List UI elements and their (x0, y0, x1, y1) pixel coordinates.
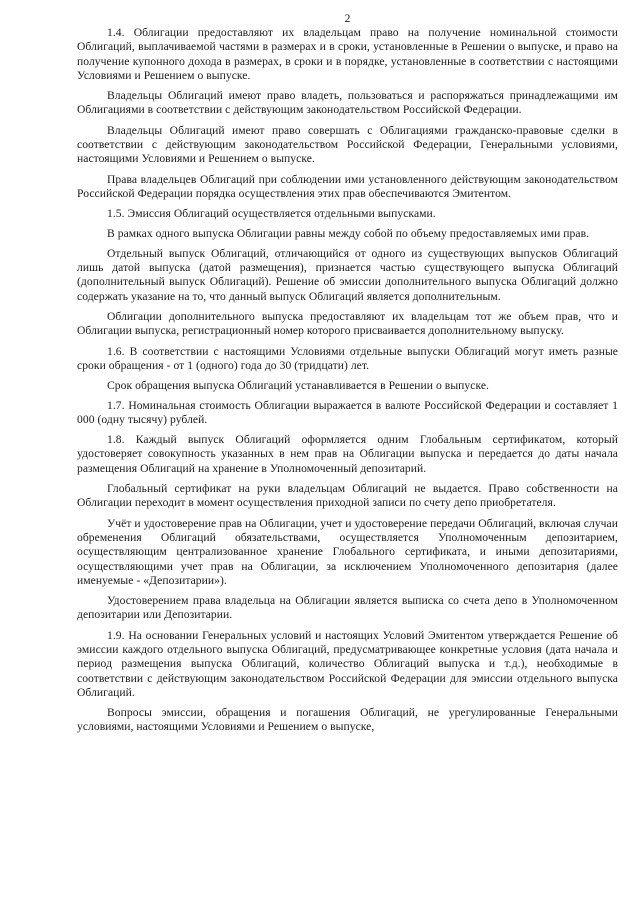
paragraph-1-6: 1.6. В соответствии с настоящими Условиями отдельные выпуски Облигаций могут иметь разные сроки обращения - от 1 (одного) года до 30 (тридцати) лет. (77, 344, 618, 372)
paragraph-1-7: 1.7. Номинальная стоимость Облигации выражается в валюте Российской Федерации и составляет 1 000 (одну тысячу) рублей. (77, 398, 618, 426)
paragraph-1-8: 1.8. Каждый выпуск Облигаций оформляется одним Глобальным сертификатом, который удостоверяет совокупность указанных в нем прав на Облигации выпуска и передается до даты начала размещения Облигаций на хранение в Уполномоченный депозитарий. (77, 433, 618, 475)
page-number: 2 (344, 13, 351, 25)
paragraph-owners-transactions: Владельцы Облигаций имеют право совершать с Облигациями гражданско-правовые сделки в соответствии с действующим законодательством Российской Федерации, Генеральными условиями, настоящими Условиями и Решением о выпуске. (77, 123, 618, 166)
paragraph-equal-rights: В рамках одного выпуска Облигации равны между собой по объему предоставляемых ими прав. (107, 226, 590, 240)
paragraph-owners-rights: Владельцы Облигаций имеют право владеть, пользоваться и распоряжаться принадлежащими им Облигациями в соответствии с действующим законодательством Российской Федерации. (77, 89, 618, 117)
paragraph-additional-rights: Облигации дополнительного выпуска предоставляют их владельцам тот же объем прав, что и Облигации выпуска, регистрационный номер которого присваивается дополнительному выпуску. (77, 310, 618, 338)
paragraph-1-4: 1.4. Облигации предоставляют их владельцам право на получение номинальной стоимости Облигаций, выплачиваемой частями в размерах и в сроки, установленные в Решении о выпуске, и право на получение купонного дохода в размерах, в сроки и в порядке, установленные в соответствии с настоящими Условиями и Решением о выпуске. (77, 26, 618, 82)
paragraph-circulation-term: Срок обращения выпуска Облигаций устанавливается в Решении о выпуске. (107, 379, 490, 393)
paragraph-1-9: 1.9. На основании Генеральных условий и настоящих Условий Эмитентом утверждается Решение об эмиссии каждого отдельного выпуска Облигаций, предусматривающее конкретные условия (дата начала и период размещения выпуска Облигаций, количество Облигаций выпуска и т.д.), необходимые в соответствии с действующим законодательством Российской Федерации для эмиссии отдельного выпуска Облигаций. (77, 628, 618, 699)
paragraph-1-5: 1.5. Эмиссия Облигаций осуществляется отдельными выпусками. (107, 207, 436, 221)
paragraph-accounting: Учёт и удостоверение прав на Облигации, учет и удостоверение передачи Облигаций, включая случаи обременения Облигаций обязательствами, осуществляется Уполномоченным депозитарием, осуществляющим централизованное хранение Глобального сертификата, и иными депозитариями, осуществляющими учет прав на Облигации, за исключением Уполномоченного депозитария (далее именуемые - «Депозитарии»). (77, 516, 618, 587)
paragraph-certification: Удостоверением права владельца на Облигации является выписка со счета депо в Уполномоченном депозитарии или Депозитарии. (77, 594, 618, 622)
paragraph-rights-ensured: Права владельцев Облигаций при соблюдении ими установленного действующим законодательством Российской Федерации порядка осуществления этих прав обеспечиваются Эмитентом. (77, 172, 618, 200)
paragraph-unregulated-questions: Вопросы эмиссии, обращения и погашения Облигаций, не урегулированные Генеральными условиями, настоящими Условиями и Решением о выпуске, (77, 706, 618, 734)
paragraph-additional-issue: Отдельный выпуск Облигаций, отличающийся от одного из существующих выпусков Облигаций лишь датой выпуска (датой размещения), признается частью существующего выпуска Облигаций (дополнительный выпуск Облигаций). Решение об эмиссии дополнительного выпуска Облигаций должно содержать указание на то, что данный выпуск Облигаций является дополнительным. (77, 246, 618, 303)
paragraph-global-certificate: Глобальный сертификат на руки владельцам Облигаций не выдается. Право собственности на Облигации переходит в момент осуществления приходной записи по счету депо приобретателя. (77, 482, 618, 510)
